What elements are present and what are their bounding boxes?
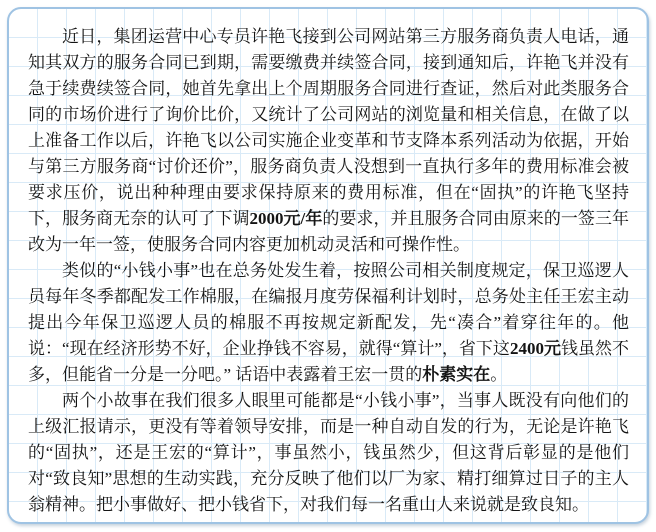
paragraph-3-text: 两个小故事在我们很多人眼里可能都是“小钱小事”，当事人既没有向他们的上级汇报请示，更没有等着领导安排，而是一种自动自发的行为，无论是许艳飞的“固执”，还是王宏的“算计”，事虽然小，钱虽然少，但这背后彰显的是他们对“致良知”思想的生动实践，充分反映了他们以厂为家、精打细算过日子的主人翁精神。把小事做好、把小钱省下，对我们每一名重山人来说就是致良知。 — [28, 391, 629, 514]
paragraph-2-text-end: 。 — [490, 365, 508, 384]
document-panel — [7, 7, 649, 524]
paragraph-1-text: 近日，集团运营中心专员许艳飞接到公司网站第三方服务商负责人电话，通知其双方的服务合同已到期，需要缴费并续签合同，接到通知后，许艳飞并没有急于续费续签合同，她首先拿出上个周期服务合同进行查证，然后对此类服务合同的市场价进行了询价比价，又统计了公司网站的浏览量和相关信息，在做了以上准备工作以后，许艳飞以公司实施企业变革和节支降本系列活动为依据，开始与第三方服务商“讨价还价”，服务商负责人没想到一直执行多年的费用标准会被要求压价，说出种种理由要求保持原来的费用标准，但在“固执”的许艳飞坚持下，服务商无奈的认可了下调 — [28, 27, 629, 228]
paragraph-2 — [28, 258, 629, 388]
paragraph-2-text-mid: 钱虽然不多，但能省一分是一分吧。” 话语中表露着王宏一贯的 — [28, 339, 630, 384]
paragraph-1-bold-amount: 2000元/年 — [249, 209, 323, 228]
paragraph-2-bold-amount: 2400元 — [509, 339, 561, 358]
paragraph-1 — [28, 24, 629, 258]
paragraph-3 — [28, 388, 629, 518]
paragraph-1-text-end: 的要求，并且服务合同由原来的一签三年改为一年一签，使服务合同内容更加机动灵活和可操作性。 — [28, 209, 629, 254]
paragraph-2-text: 类似的“小钱小事”也在总务处发生着，按照公司相关制度规定，保卫巡逻人员每年冬季都配发工作棉服，在编报月度劳保福利计划时，总务处主任王宏主动提出今年保卫巡逻人员的棉服不再按规定新配发，先“凑合”着穿往年的。他说：“现在经济形势不好，企业挣钱不容易，就得“算计”，省下这 — [28, 261, 629, 358]
paragraph-2-bold-phrase: 朴素实在 — [422, 365, 491, 384]
